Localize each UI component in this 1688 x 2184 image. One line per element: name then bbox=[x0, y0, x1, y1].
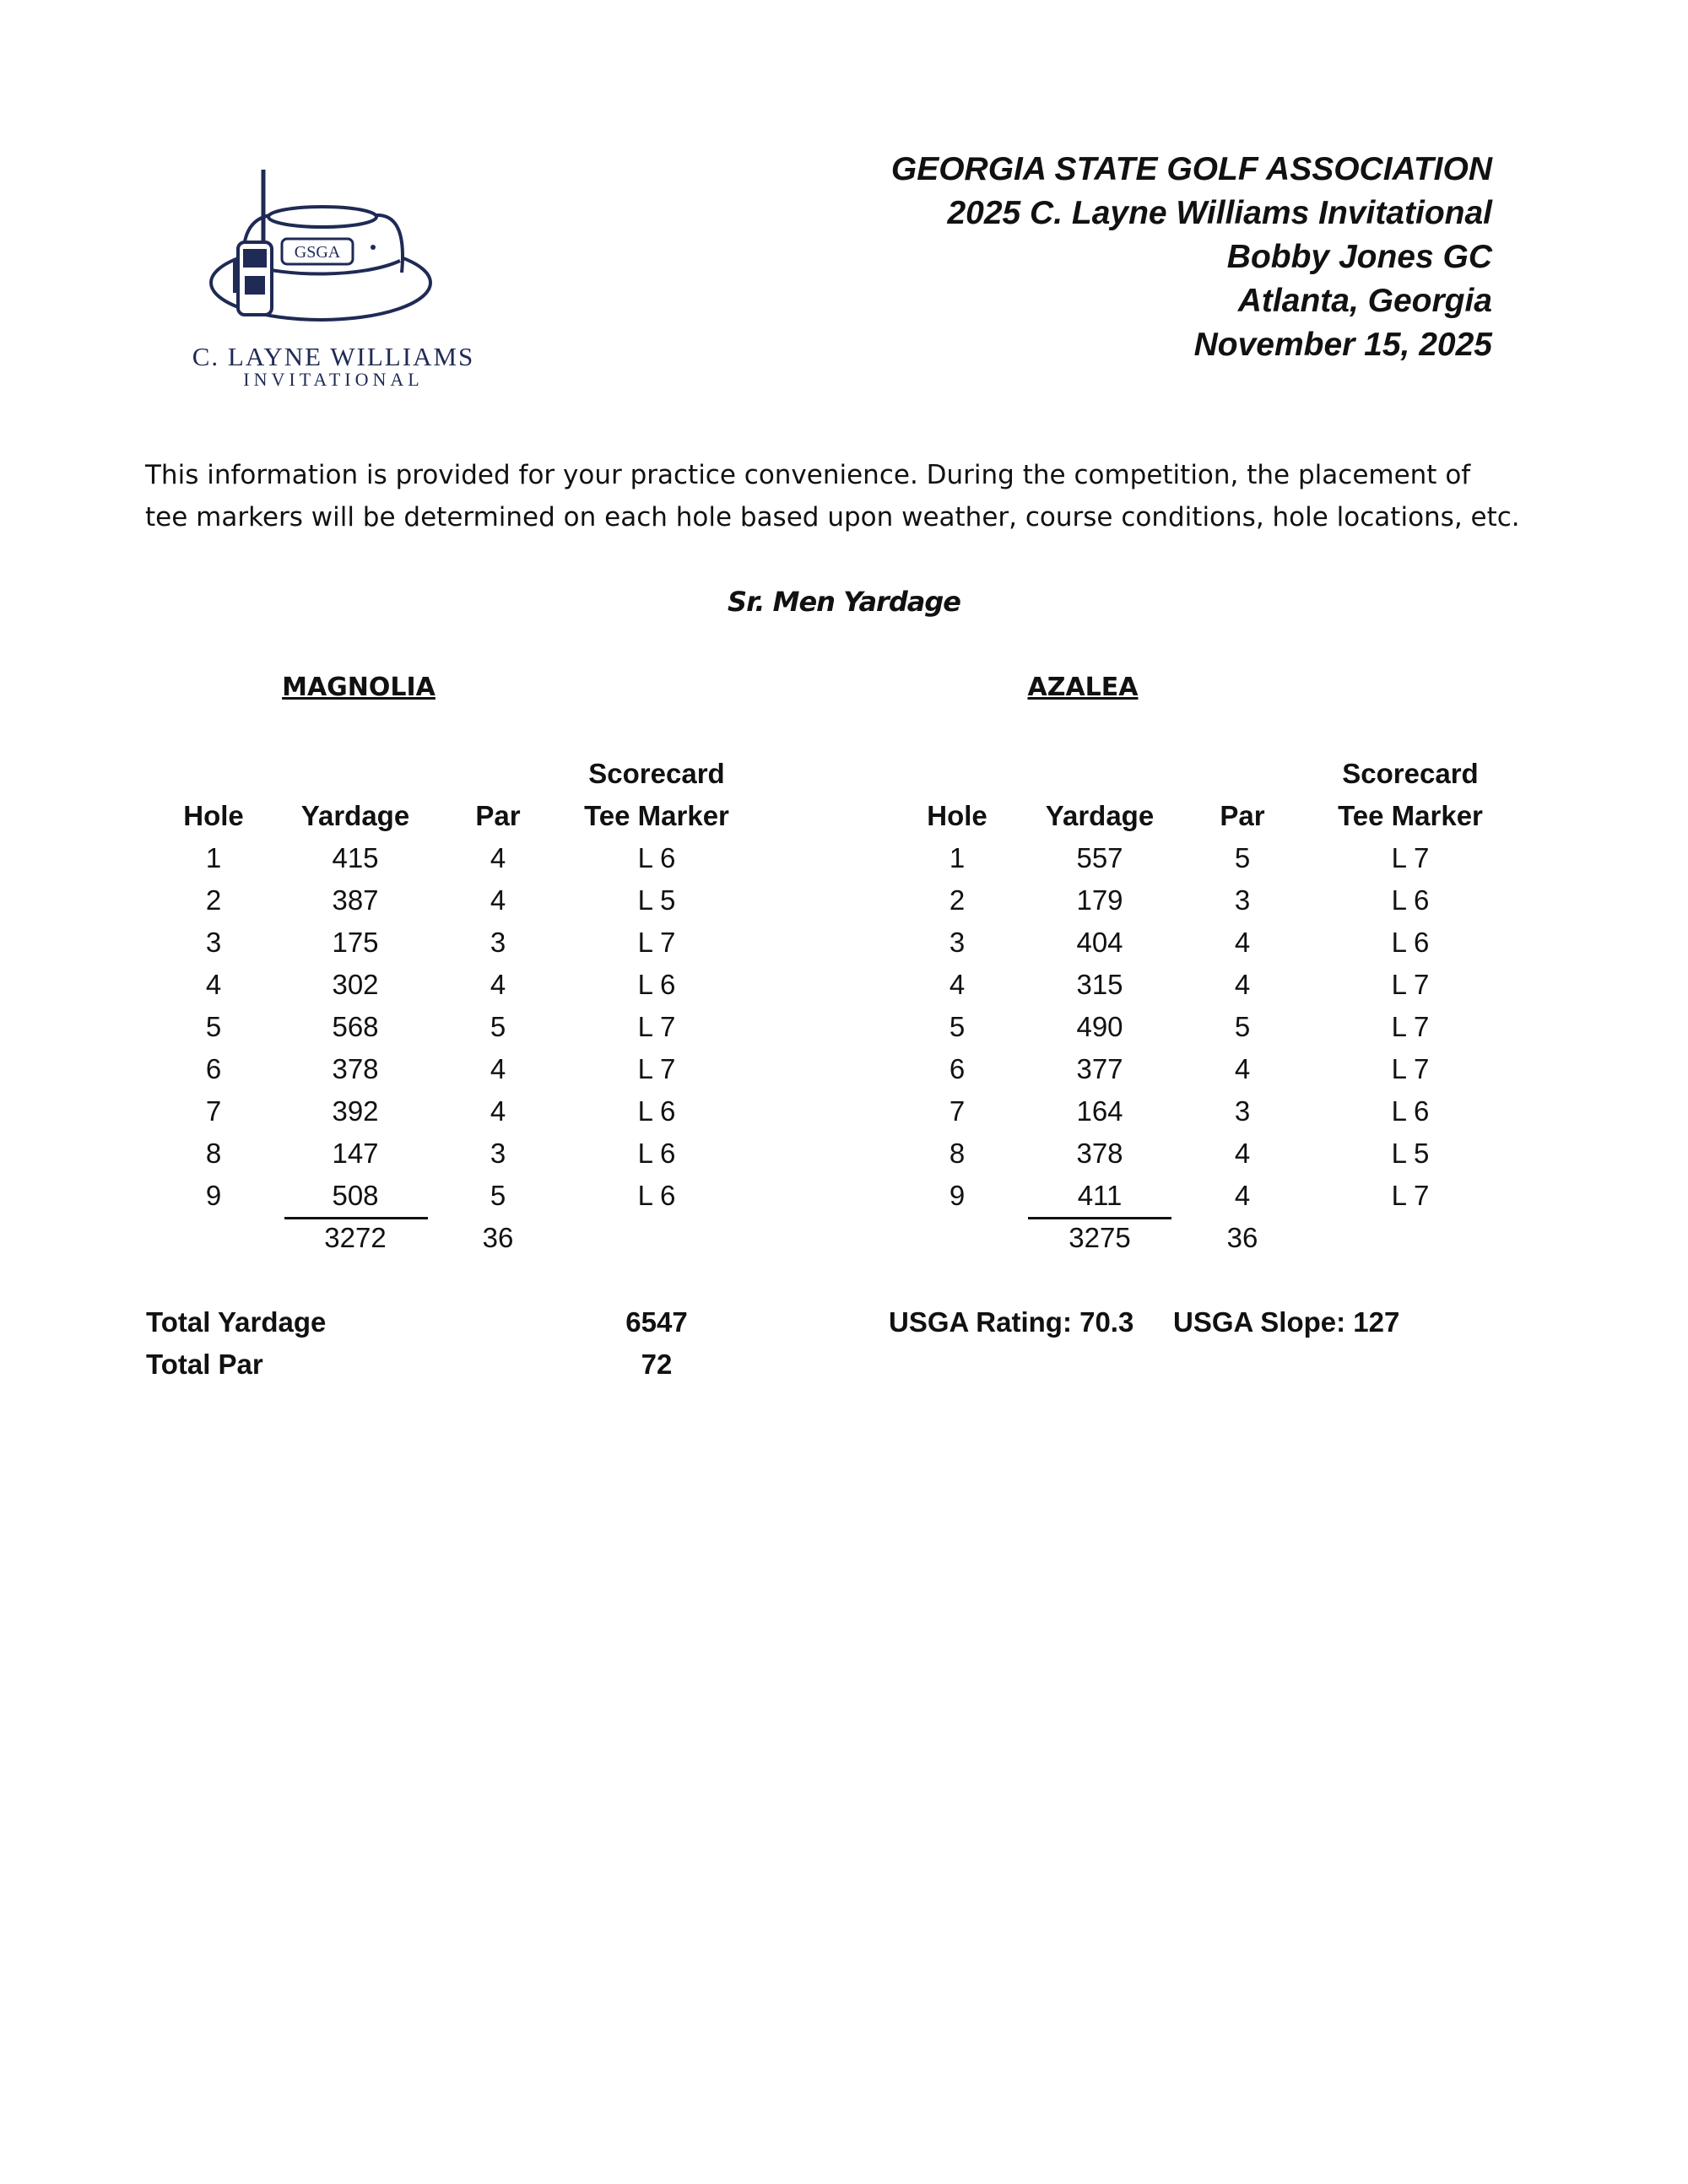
intro-line: tee markers will be determined on each hole based upon weather, course conditions, hole locations, etc. bbox=[145, 502, 1520, 532]
hole-number: 6 bbox=[949, 1053, 966, 1084]
subtotal-yardage: 3272 bbox=[324, 1222, 387, 1253]
hole-tee-marker: L 6 bbox=[637, 1138, 676, 1169]
hole-tee-marker: L 6 bbox=[1391, 1095, 1430, 1127]
hole-yardage: 378 bbox=[332, 1053, 379, 1084]
usga-rating: USGA Rating: 70.3 bbox=[889, 1306, 1134, 1338]
hole-tee-marker: L 6 bbox=[1391, 927, 1430, 958]
hole-par: 3 bbox=[1234, 1095, 1251, 1127]
hole-par: 3 bbox=[1234, 884, 1251, 916]
hole-par: 4 bbox=[490, 884, 506, 916]
hole-par: 5 bbox=[1234, 1011, 1251, 1042]
hole-tee-marker: L 7 bbox=[1391, 842, 1430, 873]
subtotal-yardage: 3275 bbox=[1069, 1222, 1131, 1253]
hole-yardage: 411 bbox=[1077, 1180, 1123, 1211]
header-association: GEORGIA STATE GOLF ASSOCIATION bbox=[890, 151, 1492, 187]
page-subtitle: Sr. Men Yardage bbox=[728, 586, 960, 618]
hole-number: 5 bbox=[205, 1011, 222, 1042]
hole-number: 3 bbox=[205, 927, 222, 958]
hole-number: 2 bbox=[949, 884, 966, 916]
total-yardage-label: Total Yardage bbox=[146, 1306, 327, 1338]
hole-yardage: 302 bbox=[332, 969, 379, 1000]
hole-par: 4 bbox=[1234, 969, 1251, 1000]
hole-yardage: 490 bbox=[1076, 1011, 1123, 1042]
hole-tee-marker: L 6 bbox=[637, 1180, 676, 1211]
hole-number: 9 bbox=[949, 1180, 966, 1211]
hole-number: 8 bbox=[205, 1138, 222, 1169]
hole-number: 4 bbox=[949, 969, 966, 1000]
logo-subline: INVITATIONAL bbox=[243, 369, 424, 390]
intro-line: This information is provided for your practice convenience. During the competition, the placement of bbox=[145, 460, 1471, 490]
hole-number: 3 bbox=[949, 927, 966, 958]
hole-yardage: 175 bbox=[332, 927, 379, 958]
hole-number: 7 bbox=[949, 1095, 966, 1127]
hole-yardage: 147 bbox=[332, 1138, 379, 1169]
hole-number: 1 bbox=[205, 842, 222, 873]
header-course: Bobby Jones GC bbox=[1226, 239, 1492, 275]
hole-yardage: 392 bbox=[332, 1095, 379, 1127]
hole-par: 4 bbox=[1234, 927, 1251, 958]
hole-yardage: 557 bbox=[1076, 842, 1123, 873]
hole-tee-marker: L 7 bbox=[637, 927, 676, 958]
event-logo bbox=[169, 165, 498, 405]
hole-par: 3 bbox=[490, 927, 506, 958]
hole-yardage: 568 bbox=[332, 1011, 379, 1042]
hole-tee-marker: L 7 bbox=[1391, 1053, 1430, 1084]
header-event: 2025 C. Layne Williams Invitational bbox=[947, 195, 1492, 231]
course-name-magnolia: MAGNOLIA bbox=[282, 673, 436, 702]
hole-par: 4 bbox=[1234, 1138, 1251, 1169]
subtotal-par: 36 bbox=[482, 1222, 514, 1253]
course-name-azalea: AZALEA bbox=[1027, 673, 1139, 702]
hole-number: 7 bbox=[205, 1095, 222, 1127]
hole-par: 3 bbox=[490, 1138, 506, 1169]
hole-number: 2 bbox=[205, 884, 222, 916]
hole-yardage: 377 bbox=[1076, 1053, 1123, 1084]
hole-number: 1 bbox=[949, 842, 966, 873]
hole-par: 4 bbox=[490, 969, 506, 1000]
hole-yardage: 164 bbox=[1076, 1095, 1123, 1127]
column-header-yardage: Yardage bbox=[1045, 800, 1155, 831]
hole-tee-marker: L 5 bbox=[1391, 1138, 1430, 1169]
hole-number: 8 bbox=[949, 1138, 966, 1169]
hole-yardage: 404 bbox=[1076, 927, 1123, 958]
hole-yardage: 378 bbox=[1076, 1138, 1123, 1169]
subtotal-par: 36 bbox=[1226, 1222, 1258, 1253]
hole-yardage: 179 bbox=[1076, 884, 1123, 916]
hole-yardage: 415 bbox=[332, 842, 379, 873]
hole-number: 6 bbox=[205, 1053, 222, 1084]
logo-badge-text: GSGA bbox=[294, 243, 341, 262]
total-par-label: Total Par bbox=[146, 1349, 263, 1380]
event-header bbox=[891, 148, 1492, 367]
hole-par: 4 bbox=[1234, 1180, 1251, 1211]
usga-slope: USGA Slope: 127 bbox=[1173, 1306, 1400, 1338]
hole-par: 4 bbox=[1234, 1053, 1251, 1084]
column-header-scorecard: Scorecard bbox=[588, 758, 725, 789]
subtotal-rule bbox=[1028, 1217, 1171, 1219]
hole-number: 5 bbox=[949, 1011, 966, 1042]
hole-number: 9 bbox=[205, 1180, 222, 1211]
hole-tee-marker: L 7 bbox=[1391, 1011, 1430, 1042]
column-header-hole: Hole bbox=[927, 800, 987, 831]
column-header-scorecard: Scorecard bbox=[1342, 758, 1479, 789]
hole-yardage: 315 bbox=[1076, 969, 1123, 1000]
column-header-tee-marker: Tee Marker bbox=[584, 800, 729, 831]
hole-number: 4 bbox=[205, 969, 222, 1000]
subtotal-rule bbox=[284, 1217, 428, 1219]
column-header-tee-marker: Tee Marker bbox=[1338, 800, 1483, 831]
header-date: November 15, 2025 bbox=[1193, 327, 1492, 363]
intro-paragraph bbox=[145, 454, 1580, 538]
hole-tee-marker: L 6 bbox=[637, 842, 676, 873]
column-header-par: Par bbox=[475, 800, 521, 831]
logo-name: C. LAYNE WILLIAMS bbox=[192, 342, 475, 371]
column-header-hole: Hole bbox=[183, 800, 244, 831]
hole-tee-marker: L 7 bbox=[1391, 1180, 1430, 1211]
total-yardage-value: 6547 bbox=[625, 1306, 688, 1338]
hole-tee-marker: L 5 bbox=[637, 884, 676, 916]
hole-par: 5 bbox=[490, 1011, 506, 1042]
total-par-value: 72 bbox=[641, 1349, 673, 1380]
hole-par: 4 bbox=[490, 842, 506, 873]
hole-tee-marker: L 7 bbox=[1391, 969, 1430, 1000]
column-header-par: Par bbox=[1220, 800, 1265, 831]
hole-par: 4 bbox=[490, 1053, 506, 1084]
hole-yardage: 508 bbox=[332, 1180, 379, 1211]
hole-par: 4 bbox=[490, 1095, 506, 1127]
hole-yardage: 387 bbox=[332, 884, 379, 916]
hole-tee-marker: L 7 bbox=[637, 1053, 676, 1084]
hat-and-radio-icon bbox=[169, 165, 498, 342]
hole-tee-marker: L 7 bbox=[637, 1011, 676, 1042]
hole-tee-marker: L 6 bbox=[637, 969, 676, 1000]
hole-par: 5 bbox=[1234, 842, 1251, 873]
hole-tee-marker: L 6 bbox=[637, 1095, 676, 1127]
hole-par: 5 bbox=[490, 1180, 506, 1211]
column-header-yardage: Yardage bbox=[300, 800, 410, 831]
hole-tee-marker: L 6 bbox=[1391, 884, 1430, 916]
header-location: Atlanta, Georgia bbox=[1237, 283, 1492, 319]
